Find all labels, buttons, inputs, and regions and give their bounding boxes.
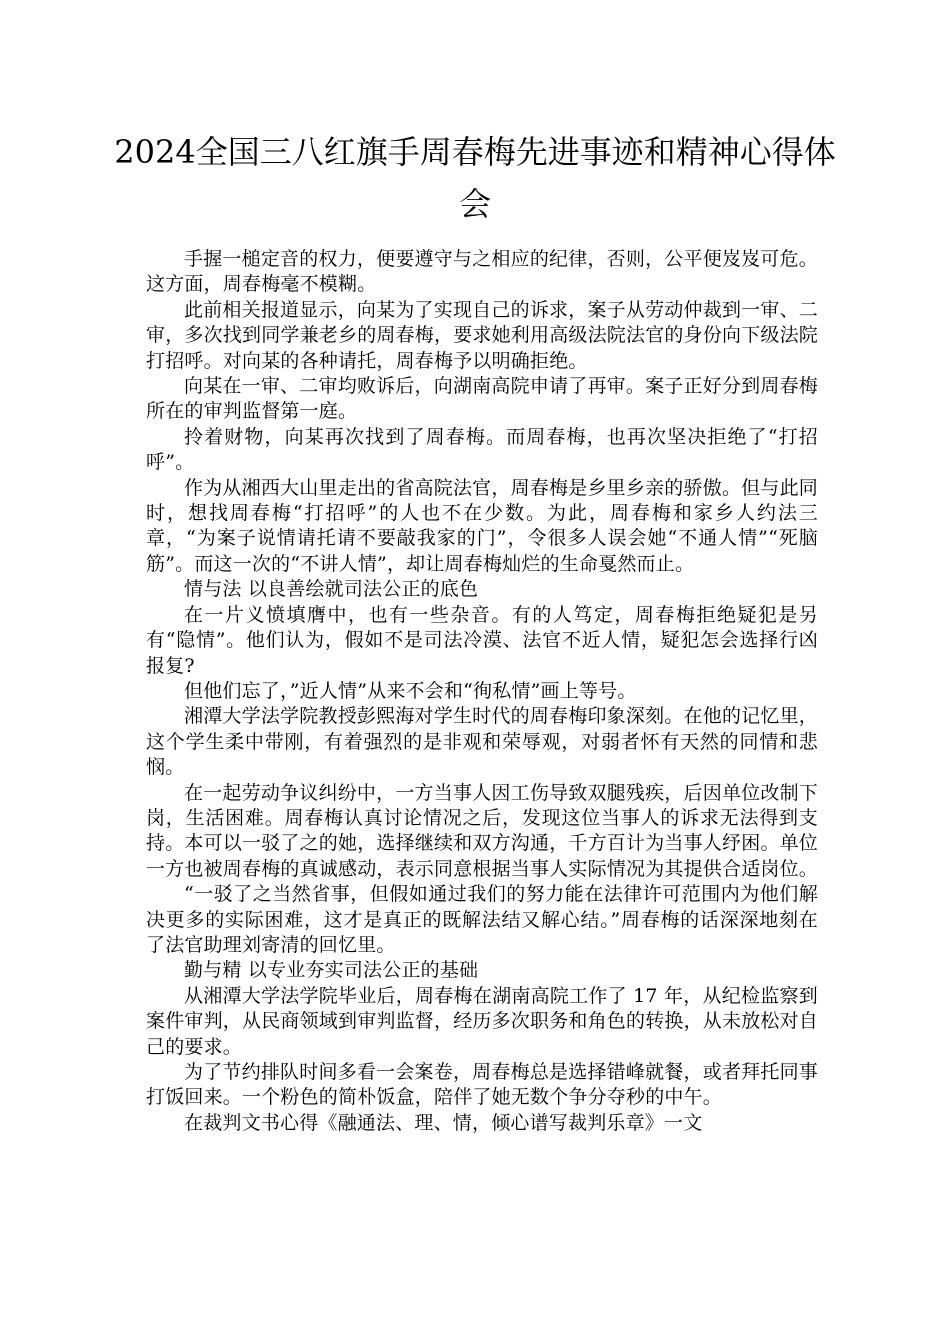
paragraph: 为了节约排队时间多看一会案卷，周春梅总是选择错峰就餐，或者拜托同事打饭回来。一个粉色的简朴饭盒，陪伴了她无数个争分夺秒的中午。	[146, 1061, 818, 1109]
paragraph: 湘潭大学法学院教授彭熙海对学生时代的周春梅印象深刻。在他的记忆里，这个学生柔中带刚，有着强烈的是非观和荣辱观，对弱者怀有天然的同情和悲悯。	[146, 705, 818, 779]
article-body	[146, 247, 818, 1136]
paragraph: 作为从湘西大山里走出的省高院法官，周春梅是乡里乡亲的骄傲。但与此同时，想找周春梅“打招呼”的人也不在少数。为此，周春梅和家乡人约法三章，“为案子说情请托请不要敲我家的门”，令很多人误会她“不通人情”“死脑筋”。而这一次的“不讲人情”，却让周春梅灿烂的生命戛然而止。	[146, 476, 818, 575]
paragraph: 在裁判文书心得《融通法、理、情，倾心谱写裁判乐章》一文	[184, 1111, 703, 1134]
page-title: 2024全国三八红旗手周春梅先进事迹和精神心得体会	[114, 133, 836, 223]
paragraph: 拎着财物，向某再次找到了周春梅。而周春梅，也再次坚决拒绝了“打招呼”。	[146, 425, 818, 474]
section-heading: 情与法 以良善绘就司法公正的底色	[184, 578, 479, 601]
paragraph: 手握一槌定音的权力，便要遵守与之相应的纪律，否则，公平便岌岌可危。这方面，周春梅毫不模糊。	[146, 248, 818, 296]
paragraph: 在一片义愤填膺中，也有一些杂音。有的人笃定，周春梅拒绝疑犯是另有“隐情”。他们认为，假如不是司法冷漠、法官不近人情，疑犯怎会选择行凶报复?	[146, 603, 818, 677]
paragraph: 在一起劳动争议纠纷中，一方当事人因工伤导致双腿残疾，后因单位改制下岗，生活困难。周春梅认真讨论情况之后，发现这位当事人的诉求无法得到支持。本可以一驳了之的她，选择继续和双方沟通，千方百计为当事人纾困。单位一方也被周春梅的真诚感动，表示同意根据当事人实际情况为其提供合适岗位。	[146, 781, 819, 880]
paragraph: 但他们忘了，”近人情”从来不会和“徇私情”画上等号。	[184, 679, 637, 702]
paragraph: 从湘潭大学法学院毕业后，周春梅在湖南高院工作了 17 年，从纪检监察到案件审判，从民商领域到审判监督，经历多次职务和角色的转换，从未放松对自己的要求。	[146, 984, 819, 1058]
paragraph: 向某在一审、二审均败诉后，向湖南高院申请了再审。案子正好分到周春梅所在的审判监督第一庭。	[146, 375, 818, 423]
paragraph: “一驳了之当然省事，但假如通过我们的努力能在法律许可范围内为他们解决更多的实际困难，这才是真正的既解法结又解心结。”周春梅的话深深地刻在了法官助理刘寄清的回忆里。	[146, 883, 818, 956]
section-heading: 勤与精 以专业夯实司法公正的基础	[184, 959, 479, 982]
paragraph: 此前相关报道显示，向某为了实现自己的诉求，案子从劳动仲裁到一审、二审，多次找到同学兼老乡的周春梅，要求她利用高级法院法官的身份向下级法院打招呼。对向某的各种请托，周春梅予以明确拒绝。	[146, 298, 819, 372]
